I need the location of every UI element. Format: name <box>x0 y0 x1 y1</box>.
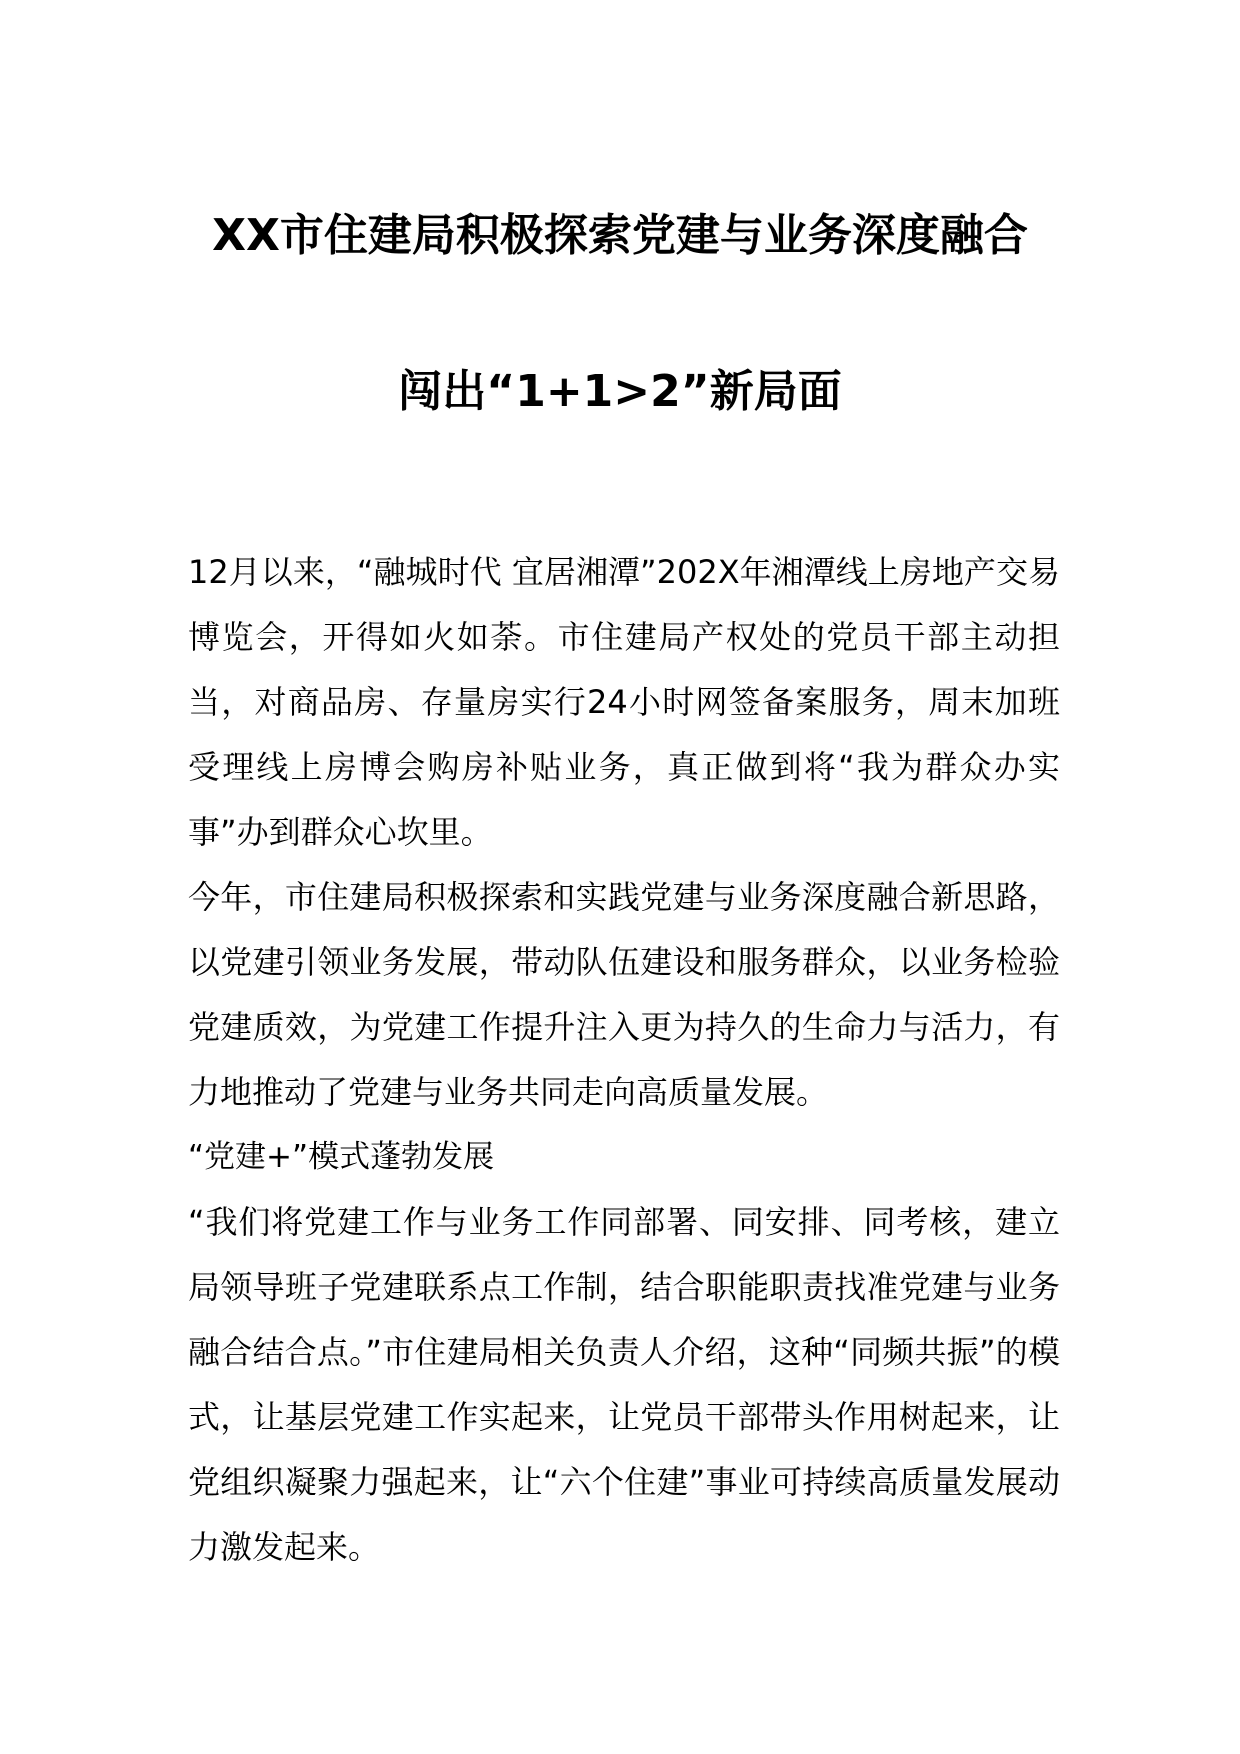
paragraph-quote: “我们将党建工作与业务工作同部署、同安排、同考核，建立局领导班子党建联系点工作制，结合职能职责找准党建与业务融合结合点。”市住建局相关负责人介绍，这种“同频共振”的模式，让基层党建工作实起来，让党员干部带头作用树起来，让党组织凝聚力强起来，让“六个住建”事业可持续高质量发展动力激发起来。 <box>188 1203 1060 1566</box>
section-heading: “党建+”模式蓬勃发展 <box>188 1139 495 1175</box>
document-title-line-2: 闯出“1+1>2”新局面 <box>398 366 842 417</box>
paragraph-intro: 12月以来，“融城时代 宜居湘潭”202X年湘潭线上房地产交易博览会，开得如火如荼。市住建局产权处的党员干部主动担当，对商品房、存量房实行24小时网签备案服务，周末加班受理线上房博会购房补贴业务，真正做到将“我为群众办实事”办到群众心坎里。 <box>188 553 1060 851</box>
paragraph-summary: 今年，市住建局积极探索和实践党建与业务深度融合新思路，以党建引领业务发展，带动队伍建设和服务群众，以业务检验党建质效，为党建工作提升注入更为持久的生命力与活力，有力地推动了党建与业务共同走向高质量发展。 <box>188 878 1060 1111</box>
document-body <box>188 540 1060 1580</box>
document-title-line-1: XX市住建局积极探索党建与业务深度融合 <box>212 210 1028 261</box>
